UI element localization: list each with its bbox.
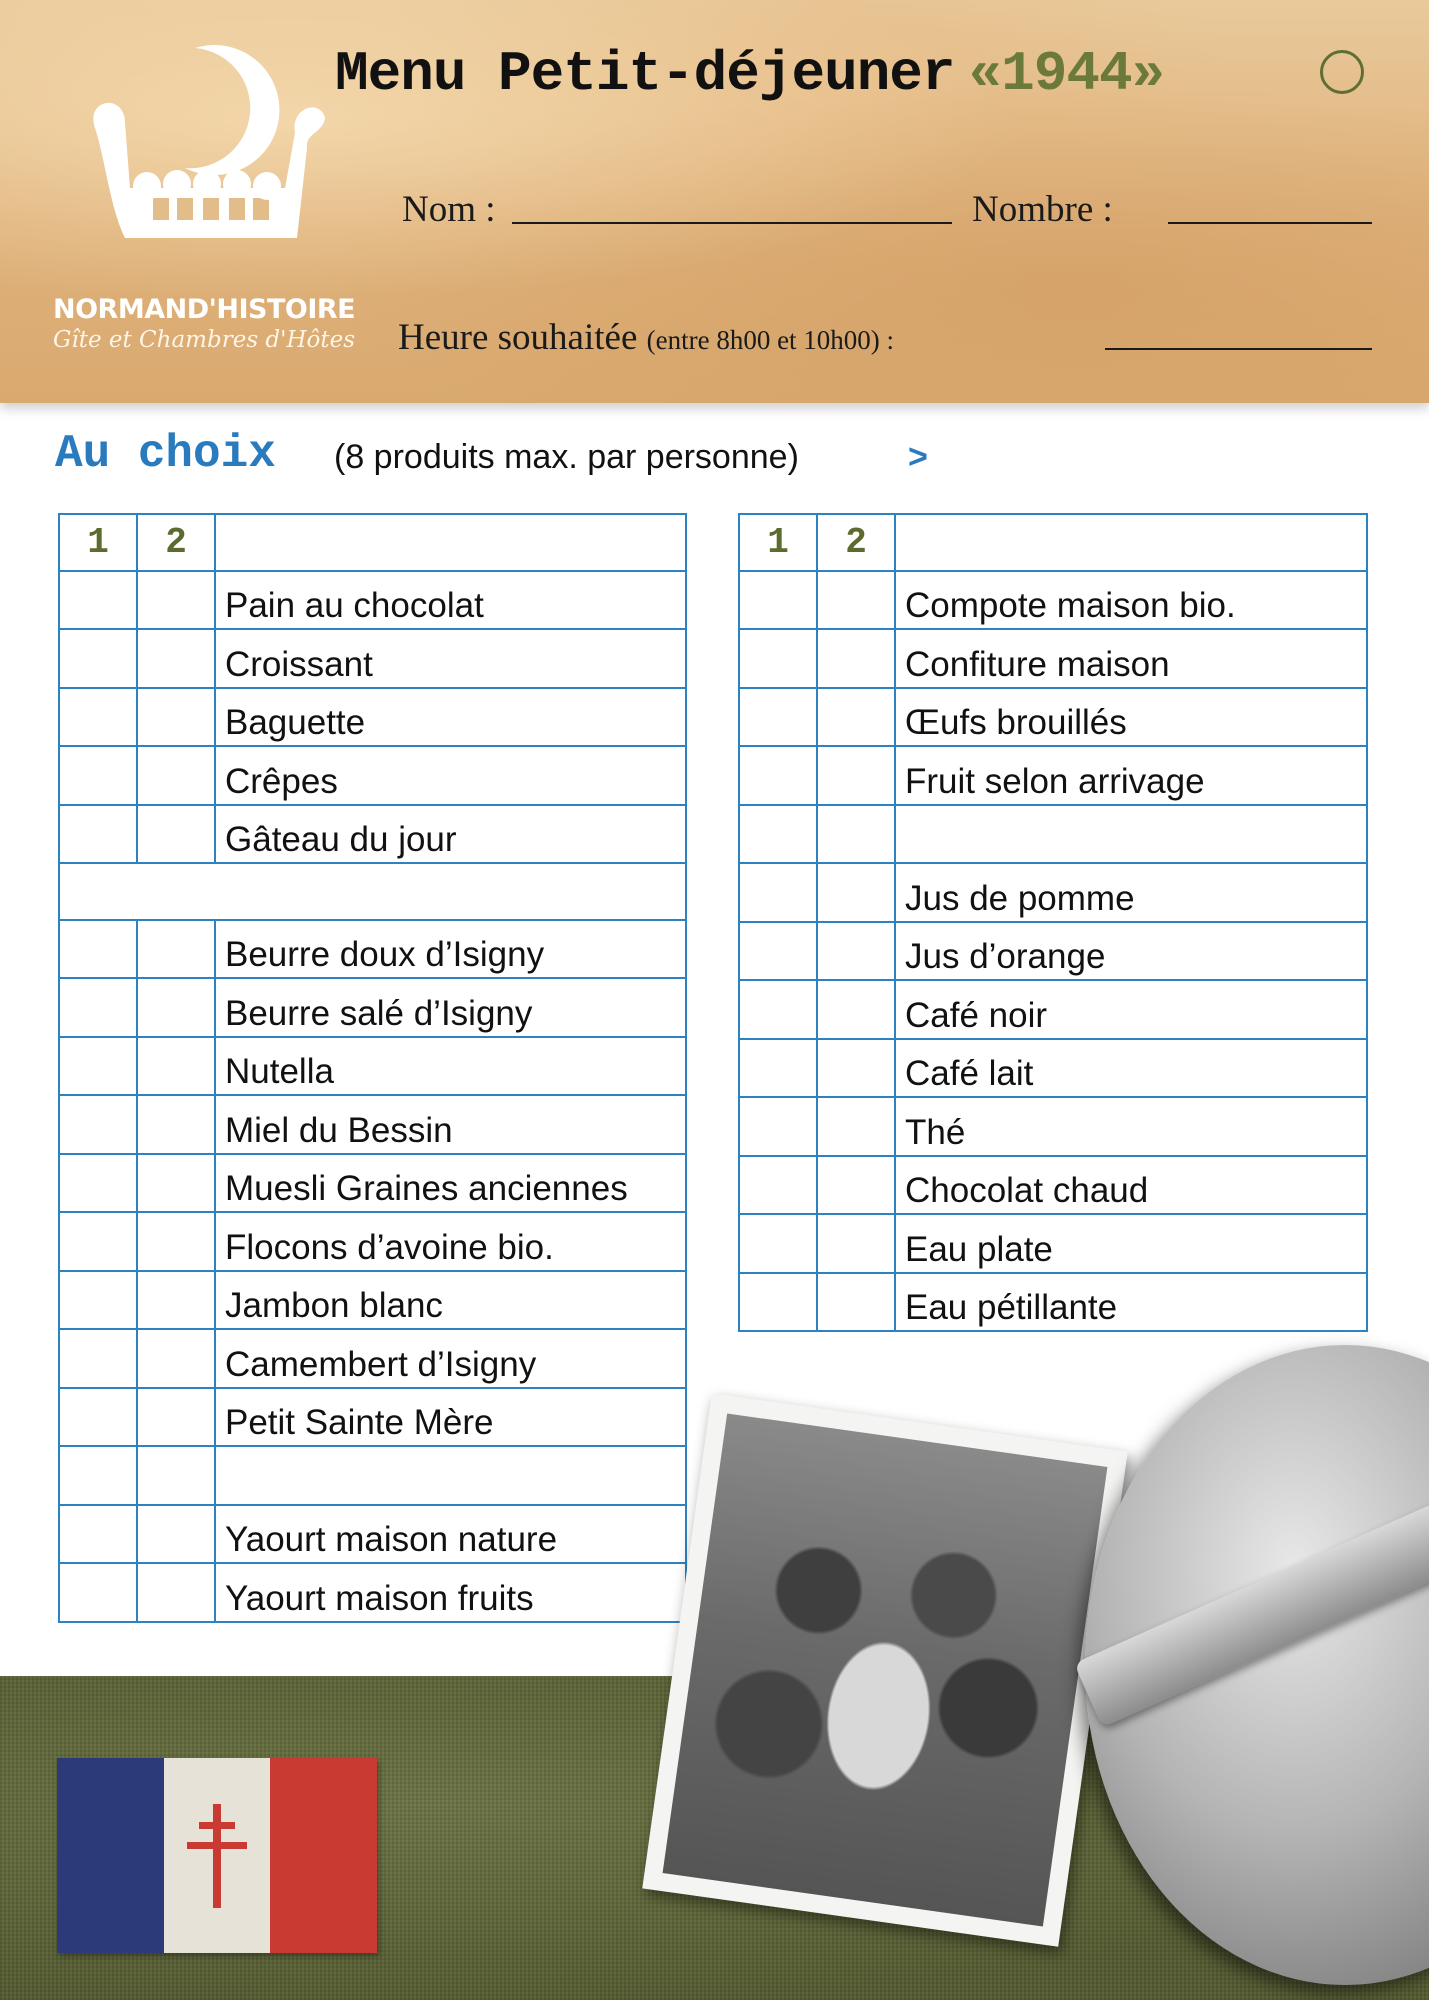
table-row [739, 980, 1367, 1039]
checkbox-2[interactable] [137, 1271, 215, 1330]
item-label: Beurre salé d’Isigny [215, 978, 686, 1037]
heure-field[interactable] [1105, 348, 1372, 350]
checkbox-1[interactable] [739, 1039, 817, 1098]
table-row [739, 688, 1367, 747]
item-label: Œufs brouillés [895, 688, 1367, 747]
checkbox-1[interactable] [59, 1212, 137, 1271]
table-row [739, 1156, 1367, 1215]
table-row [59, 1505, 686, 1564]
left-menu-table [58, 513, 687, 1623]
col-header-item [895, 514, 1367, 571]
item-label: Camembert d’Isigny [215, 1329, 686, 1388]
item-label-empty [895, 805, 1367, 864]
checkbox-1[interactable] [59, 1446, 137, 1505]
item-label-empty [215, 1446, 686, 1505]
col-header-item [215, 514, 686, 571]
flag-blue-band [57, 1758, 164, 1953]
item-label: Confiture maison [895, 629, 1367, 688]
table-row [59, 1563, 686, 1622]
item-label: Fruit selon arrivage [895, 746, 1367, 805]
checkbox-2[interactable] [817, 1273, 895, 1332]
checkbox-1[interactable] [59, 1154, 137, 1213]
flag-red-band [270, 1758, 377, 1953]
table-row [739, 571, 1367, 630]
section-title: Au choix [55, 428, 276, 480]
table-row [59, 978, 686, 1037]
table-row [59, 629, 686, 688]
checkbox-1[interactable] [59, 629, 137, 688]
checkbox-2[interactable] [817, 688, 895, 747]
table-row [59, 1212, 686, 1271]
checkbox-2[interactable] [817, 1214, 895, 1273]
item-label: Chocolat chaud [895, 1156, 1367, 1215]
checkbox-2[interactable] [817, 746, 895, 805]
table-row [59, 1037, 686, 1096]
col-header-2: 2 [137, 514, 215, 571]
checkbox-1[interactable] [59, 1095, 137, 1154]
checkbox-2[interactable] [817, 922, 895, 981]
heure-note: (entre 8h00 et 10h00) : [646, 325, 895, 355]
nom-label: Nom : [402, 189, 496, 230]
checkbox-1[interactable] [59, 688, 137, 747]
checkbox-2[interactable] [137, 1446, 215, 1505]
table-row [739, 1214, 1367, 1273]
checkbox-2[interactable] [137, 1037, 215, 1096]
item-label: Baguette [215, 688, 686, 747]
table-row [739, 922, 1367, 981]
nombre-field[interactable] [1168, 222, 1372, 224]
checkbox-2[interactable] [137, 978, 215, 1037]
heure-text: Heure souhaitée [398, 317, 638, 358]
checkbox-2[interactable] [137, 1563, 215, 1622]
checkbox-1[interactable] [59, 746, 137, 805]
checkbox-1[interactable] [59, 1271, 137, 1330]
item-label: Café noir [895, 980, 1367, 1039]
checkbox-2[interactable] [137, 1388, 215, 1447]
checkbox-2[interactable] [137, 629, 215, 688]
item-label: Croissant [215, 629, 686, 688]
checkbox-1[interactable] [59, 1563, 137, 1622]
checkbox-1[interactable] [59, 571, 137, 630]
checkbox-2[interactable] [137, 1505, 215, 1564]
checkbox-1[interactable] [739, 571, 817, 630]
checkbox-2[interactable] [137, 805, 215, 864]
item-label: Yaourt maison nature [215, 1505, 686, 1564]
section-note: (8 produits max. par personne) [334, 438, 799, 476]
checkbox-1[interactable] [59, 1037, 137, 1096]
title-year: «1944» [968, 42, 1165, 106]
checkbox-2[interactable] [137, 1212, 215, 1271]
checkbox-2[interactable] [817, 863, 895, 922]
logo [40, 38, 380, 358]
table-row [59, 571, 686, 630]
item-label: Gâteau du jour [215, 805, 686, 864]
table-row [59, 1271, 686, 1330]
table-row [739, 629, 1367, 688]
checkbox-2[interactable] [137, 571, 215, 630]
checkbox-2[interactable] [137, 688, 215, 747]
checkbox-1[interactable] [739, 922, 817, 981]
flag-white-band [164, 1758, 271, 1953]
checkbox-1[interactable] [739, 688, 817, 747]
table-row [59, 1388, 686, 1447]
checkbox-1[interactable] [739, 980, 817, 1039]
checkbox-2[interactable] [817, 980, 895, 1039]
item-label: Café lait [895, 1039, 1367, 1098]
separator-cell [59, 863, 686, 920]
arrow-icon: > [908, 438, 928, 476]
checkbox-1[interactable] [739, 1214, 817, 1273]
table-row [739, 1039, 1367, 1098]
table-row [59, 1446, 686, 1505]
checkbox-2[interactable] [817, 1156, 895, 1215]
checkbox-1[interactable] [59, 1388, 137, 1447]
item-label: Beurre doux d’Isigny [215, 920, 686, 979]
checkbox-1[interactable] [59, 978, 137, 1037]
checkbox-1[interactable] [739, 863, 817, 922]
page-title [335, 42, 1164, 106]
table-row [59, 1095, 686, 1154]
item-label: Jambon blanc [215, 1271, 686, 1330]
col-header-1: 1 [739, 514, 817, 571]
nom-field[interactable] [512, 222, 952, 224]
checkbox-1[interactable] [739, 746, 817, 805]
item-label: Pain au chocolat [215, 571, 686, 630]
checkbox-1[interactable] [59, 1505, 137, 1564]
table-row [739, 863, 1367, 922]
logo-name: NORMAND'HISTOIRE [53, 294, 356, 325]
table-row [739, 1273, 1367, 1332]
item-label: Compote maison bio. [895, 571, 1367, 630]
selection-circle[interactable] [1320, 50, 1364, 94]
table-row [739, 1097, 1367, 1156]
table-row [739, 805, 1367, 864]
checkbox-2[interactable] [817, 1097, 895, 1156]
title-text: Menu Petit-déjeuner [335, 42, 955, 106]
item-label: Flocons d’avoine bio. [215, 1212, 686, 1271]
checkbox-1[interactable] [59, 805, 137, 864]
checkbox-1[interactable] [739, 629, 817, 688]
checkbox-1[interactable] [739, 1097, 817, 1156]
free-france-flag [57, 1758, 377, 1953]
checkbox-2[interactable] [137, 746, 215, 805]
table-row [59, 805, 686, 864]
item-label: Muesli Graines anciennes [215, 1154, 686, 1213]
item-label: Eau pétillante [895, 1273, 1367, 1332]
heure-label [398, 316, 894, 359]
checkbox-2[interactable] [137, 920, 215, 979]
item-label: Petit Sainte Mère [215, 1388, 686, 1447]
viking-ship-logo-icon [85, 38, 335, 278]
checkbox-1[interactable] [739, 1156, 817, 1215]
right-menu-table [738, 513, 1368, 1332]
table-row [739, 746, 1367, 805]
checkbox-2[interactable] [817, 629, 895, 688]
item-label: Crêpes [215, 746, 686, 805]
col-header-2: 2 [817, 514, 895, 571]
checkbox-2[interactable] [137, 1329, 215, 1388]
item-label: Yaourt maison fruits [215, 1563, 686, 1622]
item-label: Nutella [215, 1037, 686, 1096]
col-header-1: 1 [59, 514, 137, 571]
checkbox-2[interactable] [137, 1154, 215, 1213]
photo-image [663, 1414, 1108, 1927]
checkbox-1[interactable] [739, 1273, 817, 1332]
nombre-label: Nombre : [972, 189, 1113, 230]
item-label: Jus de pomme [895, 863, 1367, 922]
vintage-photo [642, 1393, 1127, 1947]
checkbox-2[interactable] [817, 571, 895, 630]
separator-row [59, 863, 686, 920]
table-row [59, 746, 686, 805]
table-row [59, 920, 686, 979]
table-row [59, 688, 686, 747]
item-label: Eau plate [895, 1214, 1367, 1273]
table-row [59, 1154, 686, 1213]
item-label: Jus d’orange [895, 922, 1367, 981]
checkbox-1[interactable] [59, 920, 137, 979]
checkbox-2[interactable] [817, 805, 895, 864]
item-label: Thé [895, 1097, 1367, 1156]
checkbox-1[interactable] [59, 1329, 137, 1388]
table-row [59, 1329, 686, 1388]
item-label: Miel du Bessin [215, 1095, 686, 1154]
checkbox-1[interactable] [739, 805, 817, 864]
checkbox-2[interactable] [817, 1039, 895, 1098]
cross-of-lorraine-icon [185, 1804, 249, 1908]
checkbox-2[interactable] [137, 1095, 215, 1154]
logo-subtitle: Gîte et Chambres d'Hôtes [53, 327, 356, 353]
header-parchment [0, 0, 1429, 403]
